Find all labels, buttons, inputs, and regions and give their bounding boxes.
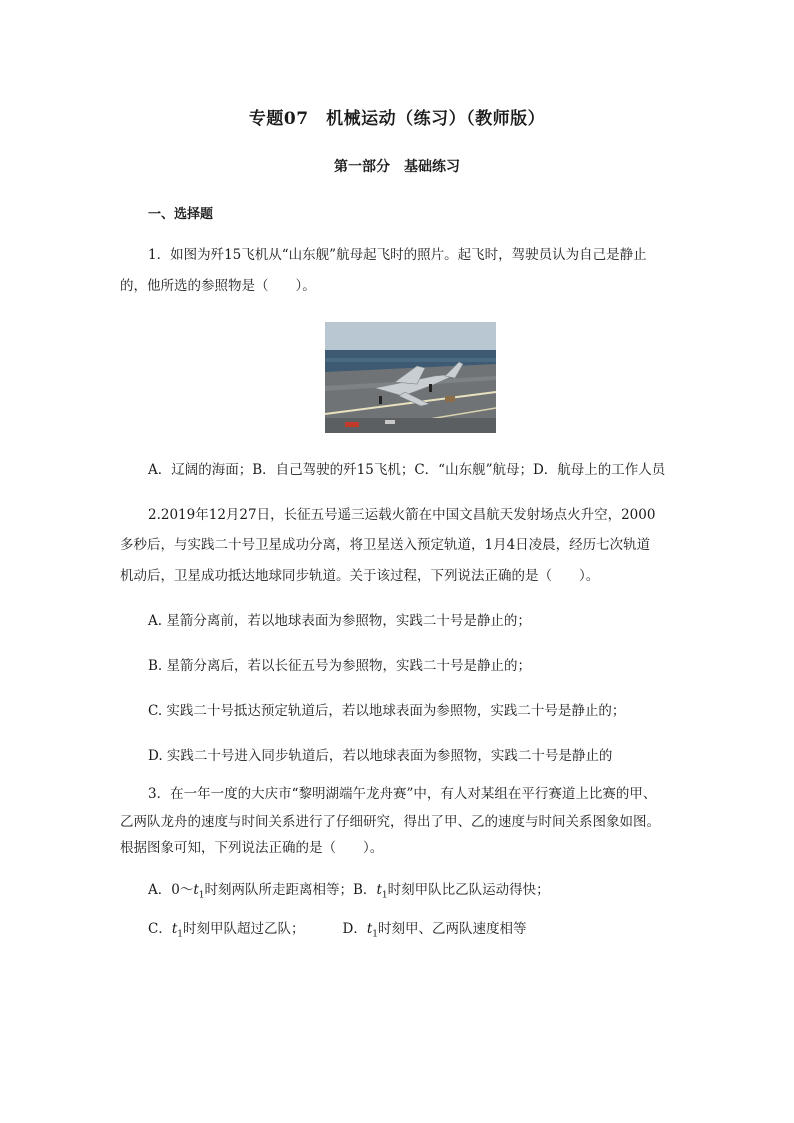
q3-opt-c-prefix: C． [148, 921, 172, 937]
q3-opt-d-text: 时刻甲、乙两队速度相等 [378, 921, 527, 937]
q3-opt-c-text: 时刻甲队超过乙队； [183, 921, 305, 937]
q2-option-d: D. 实践二十号进入同步轨道后，若以地球表面为参照物，实践二十号是静止的 [148, 748, 613, 764]
t1-symbol [376, 882, 388, 901]
section-title: 一、选择题 [148, 207, 214, 222]
q2-option-c: C. 实践二十号抵达预定轨道后，若以地球表面为参照物，实践二十号是静止的； [148, 703, 626, 719]
part-title: 第一部分 基础练习 [334, 159, 460, 175]
t-subscript: 1 [372, 929, 379, 940]
t-letter: t [193, 882, 199, 898]
q1-options: A．辽阔的海面；B．自己驾驶的歼15飞机；C．“山东舰”航母；D．航母上的工作人员 [148, 462, 666, 478]
q3-stem-line2: 乙两队龙舟的速度与时间关系进行了仔细研究，得出了甲、乙的速度与时间关系图象如图。 [120, 814, 660, 830]
q3-opt-a-text: 时刻两队所走距离相等；B． [204, 882, 377, 898]
t-subscript: 1 [381, 890, 388, 901]
q2-stem-line1: 2.2019年12月27日，长征五号遥三运载火箭在中国文昌航天发射场点火升空，2000 [148, 507, 656, 523]
q3-opt-a-prefix: A．0～ [148, 882, 194, 898]
q2-stem-line2: 多秒后，与实践二十号卫星成功分离，将卫星送入预定轨道，1月4日凌晨，经历七次轨道 [120, 537, 651, 553]
t-subscript: 1 [198, 890, 205, 901]
q2-option-a: A. 星箭分离前，若以地球表面为参照物，实践二十号是静止的； [148, 613, 531, 629]
t1-symbol [366, 921, 379, 940]
t1-symbol [171, 921, 184, 940]
q1-stem-line1: 1．如图为歼15飞机从“山东舰”航母起飞时的照片。起飞时，驾驶员认为自己是静止 [148, 247, 647, 263]
t-letter: t [376, 882, 382, 898]
q2-option-b: B. 星箭分离后，若以长征五号为参照物，实践二十号是静止的； [148, 658, 532, 674]
q2-stem-line3: 机动后，卫星成功抵达地球同步轨道。关于该过程，下列说法正确的是（ ）。 [120, 568, 600, 584]
q3-opt-b-text: 时刻甲队比乙队运动得快； [387, 882, 550, 898]
q1-stem-line2: 的，他所选的参照物是（ ）。 [120, 278, 316, 294]
q3-opt-d-prefix: D． [342, 921, 367, 937]
t-subscript: 1 [177, 929, 184, 940]
carrier-jet-photo [325, 322, 496, 433]
t-letter: t [366, 921, 373, 937]
q3-stem-line3: 根据图象可知，下列说法正确的是（ ）。 [120, 840, 384, 856]
q3-stem-line1: 3．在一年一度的大庆市“黎明湖端午龙舟赛”中，有人对某组在平行赛道上比赛的甲、 [148, 786, 657, 802]
t1-symbol [193, 882, 205, 901]
q3-options-cd [148, 919, 527, 945]
document-title: 专题07 机械运动（练习）（教师版） [248, 109, 546, 129]
t-letter: t [171, 921, 178, 937]
q3-options-ab [148, 880, 550, 906]
